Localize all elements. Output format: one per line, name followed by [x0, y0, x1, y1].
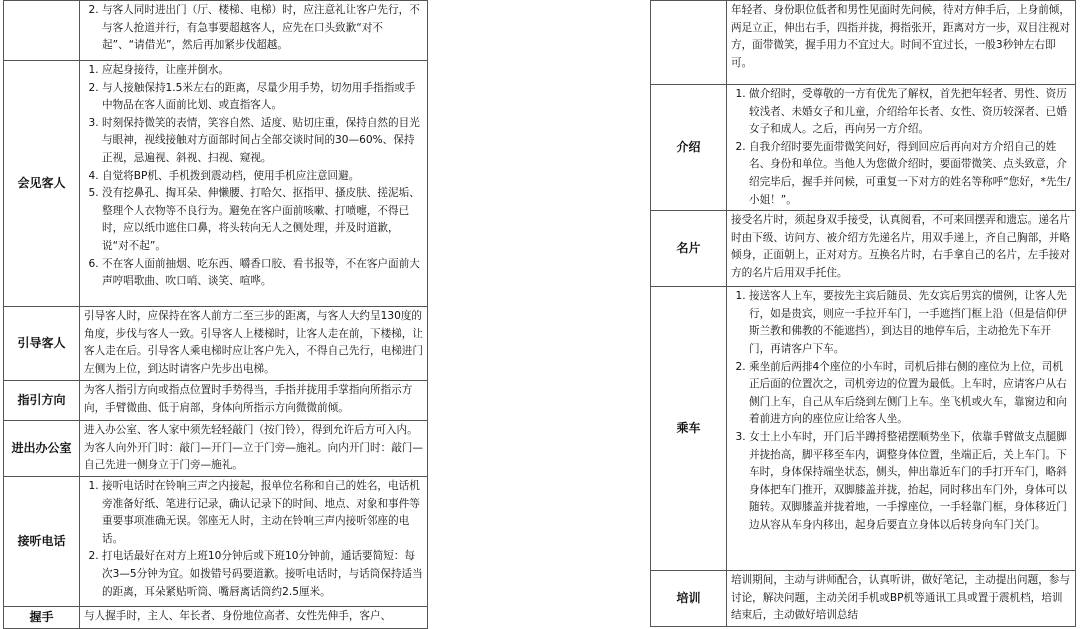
- list-item: 4. 自觉将BP机、手机拨到震动档，使用手机应注意回避。: [102, 168, 424, 186]
- table-row: [651, 287, 1076, 571]
- list-item: 2. 自我介绍时要先面带微笑问好，得到回应后再向对方介绍自己的姓名、身份和单位。当他人为您做介绍时，要面带微笑、点头致意，介绍完毕后，握手并问候，可重复一下对方的姓名等称呼“您好，*先生/小姐！”。: [749, 139, 1072, 209]
- row-label: 培训: [651, 571, 727, 627]
- row-content: [80, 607, 428, 629]
- table-row: [651, 85, 1076, 211]
- row-content: [727, 287, 1076, 571]
- row-text: 年轻者、身份职位低者和男性见面时先问候，待对方伸手后，上身前倾，两足立正，伸出右手，四指并拢，拇指张开，距离对方一步，双目注视对方，面带微笑，握手用力不宜过大。时间不宜过长，一般3秒钟左右即可。: [731, 4, 1070, 69]
- table-row: [4, 307, 428, 381]
- table-row: [4, 477, 428, 607]
- table-row: [4, 61, 428, 307]
- row-label: 进出办公室: [4, 421, 80, 477]
- list-item: 2. 与人接触保持1.5米左右的距离，尽量少用手势，切勿用手指指或手中物品在客人面前比划、或直指客人。: [102, 80, 424, 115]
- list-item: 2. 打电话最好在对方上班10分钟后或下班10分钟前，通话要简短：每次3—5分钟为宜。如拨错号码要道歉。接听电话时，与话筒保持适当的距离，耳朵紧贴听筒、嘴唇离话筒约2.5厘米。: [102, 548, 424, 601]
- list-item: 2. 与客人同时进出门（厅、楼梯、电梯）时，应注意礼让客户先行，不与客人抢道并行，有急事要超越客人，应先在口头致歉“对不起”、“请借光”，然后再加紧步伐超越。: [102, 2, 424, 55]
- table-row: [651, 571, 1076, 627]
- row-label: 会见客人: [4, 61, 80, 307]
- right-page: [650, 0, 1080, 629]
- row-label: 握手: [4, 607, 80, 629]
- list-item: 1. 接听电话时在铃响三声之内接起，报单位名称和自己的姓名，电话机旁准备好纸、笔进行记录，确认记录下的时间、地点、对象和事件等重要事项准确无误。邻座无人时，主动在铃响三声内接听邻座的电话。: [102, 478, 424, 548]
- list-item: 6. 不在客人面前抽烟、吃东西、嚼香口胶、看书报等，不在客户面前大声哼唱歌曲、吹口哨、谈笑、喧哗。: [102, 256, 424, 291]
- row-label: [4, 1, 80, 61]
- row-content: [80, 1, 428, 61]
- row-label: 介绍: [651, 85, 727, 211]
- row-text: 引导客人时，应保持在客人前方二至三步的距离，与客人大约呈130度的角度，步伐与客人一致。引导客人上楼梯时，让客人走在前，下楼梯，让客人走在后。引导客人乘电梯时应让客户先入，不得自己先行，电梯进门左侧为上位，到达时请客户先步出电梯。: [84, 310, 423, 375]
- row-content: [80, 421, 428, 477]
- table-row: [4, 1, 428, 61]
- etiquette-table-right: [650, 0, 1076, 627]
- row-label: 引导客人: [4, 307, 80, 381]
- table-row: [4, 421, 428, 477]
- row-content: [727, 1, 1076, 85]
- row-content: [80, 381, 428, 421]
- row-content: [727, 571, 1076, 627]
- list-item: 3. 女士上小车时，开门后半蹲捋整裙摆顺势坐下，依靠手臂做支点腿脚并拢抬高，脚平移至车内，调整身体位置，坐端正后，关上车门。下车时，身体保持端坐状态，侧头，伸出靠近车门的手打开车门，略斜身体把车门推开，双脚膝盖并拢，抬起，同时移出车门外，身体可以随转。双脚膝盖并拢着地，一手撑座位，一手轻靠门框，身体移近门边从容从车身内移出，起身后要直立身体以后转身向车门关门。: [749, 429, 1072, 535]
- table-row: [651, 211, 1076, 287]
- table-row: [651, 1, 1076, 85]
- list-item: 3. 时刻保持微笑的表情，笑容自然、适度、贴切庄重，保持自然的目光与眼神，视线接触对方面部时间占全部交谈时间的30—60%、保持正视，忌遍视、斜视、扫视、窥视。: [102, 115, 424, 168]
- etiquette-table-left: [3, 0, 428, 629]
- row-content: [80, 477, 428, 607]
- row-text: 与人握手时，主人、年长者、身份地位高者、女性先伸手，客户、: [84, 610, 392, 622]
- table-row: [4, 607, 428, 629]
- row-label: 乘车: [651, 287, 727, 571]
- row-content: [727, 211, 1076, 287]
- row-label: [651, 1, 727, 85]
- row-text: 培训期间，主动与讲师配合，认真听讲，做好笔记，主动提出问题，参与讨论，解决问题，主动关闭手机或BP机等通讯工具或置于震机档，培训结束后，主动做好培训总结: [731, 574, 1070, 622]
- list-item: 5. 没有挖鼻孔、掏耳朵、伸懒腰、打哈欠、抠指甲、搔皮肤、搓泥垢、整理个人衣物等不良行为。避免在客户面前咳嗽、打喷嚏，不得已时，应以纸巾遮住口鼻，将头转向无人之侧处理，并及时道歉，说“对不起”。: [102, 185, 424, 255]
- left-page: [0, 0, 430, 629]
- row-text: 进入办公室、客人家中须先轻轻敲门（按门铃），得到允许后方可入内。为客人向外开门时：敲门—开门—立于门旁—施礼。向内开门时：敲门—自己先进一侧身立于门旁—施礼。: [84, 424, 423, 472]
- row-text: 为客人指引方向或指点位置时手势得当，手指并拢用手掌指向所指示方向，手臂微曲、低于肩部，身体向所指示方向微微前倾。: [84, 384, 413, 414]
- list-item: 1. 接送客人上车，要按先主宾后随员、先女宾后男宾的惯例，让客人先行，如是贵宾，则应一手拉开车门，一手遮挡门框上沿（但是信仰伊斯兰教和佛教的不能遮挡），到达目的地停车后，主动抢先下车开门，再请客户下车。: [749, 288, 1072, 358]
- row-content: [80, 307, 428, 381]
- list-item: 1. 做介绍时，受尊敬的一方有优先了解权，首先把年轻者、男性、资历较浅者、未婚女子和儿童，介绍给年长者、女性、资历较深者、已婚女子和成人。之后，再向另一方介绍。: [749, 86, 1072, 139]
- row-label: 名片: [651, 211, 727, 287]
- row-text: 接受名片时，须起身双手接受，认真阅看，不可来回摆弄和遗忘。递名片时由下级、访问方、被介绍方先递名片，用双手递上，齐自己胸部，并略倾身，正面朝上，正对对方。互换名片时，右手拿自己的名片，左手接对方的名片后用双手托住。: [731, 214, 1070, 279]
- row-label: 接听电话: [4, 477, 80, 607]
- list-item: 2. 乘坐前后两排4个座位的小车时，司机后排右侧的座位为上位，司机正后面的位置次之，司机旁边的位置为最低。上车时，应请客户从右侧门上车，自己从车后绕到左侧门上车。坐飞机或火车，靠窗边和向着前进方向的座位应让给客人坐。: [749, 359, 1072, 429]
- table-row: [4, 381, 428, 421]
- row-content: [80, 61, 428, 307]
- list-item: 1. 应起身接待，让座并倒水。: [102, 62, 424, 80]
- row-content: [727, 85, 1076, 211]
- row-label: 指引方向: [4, 381, 80, 421]
